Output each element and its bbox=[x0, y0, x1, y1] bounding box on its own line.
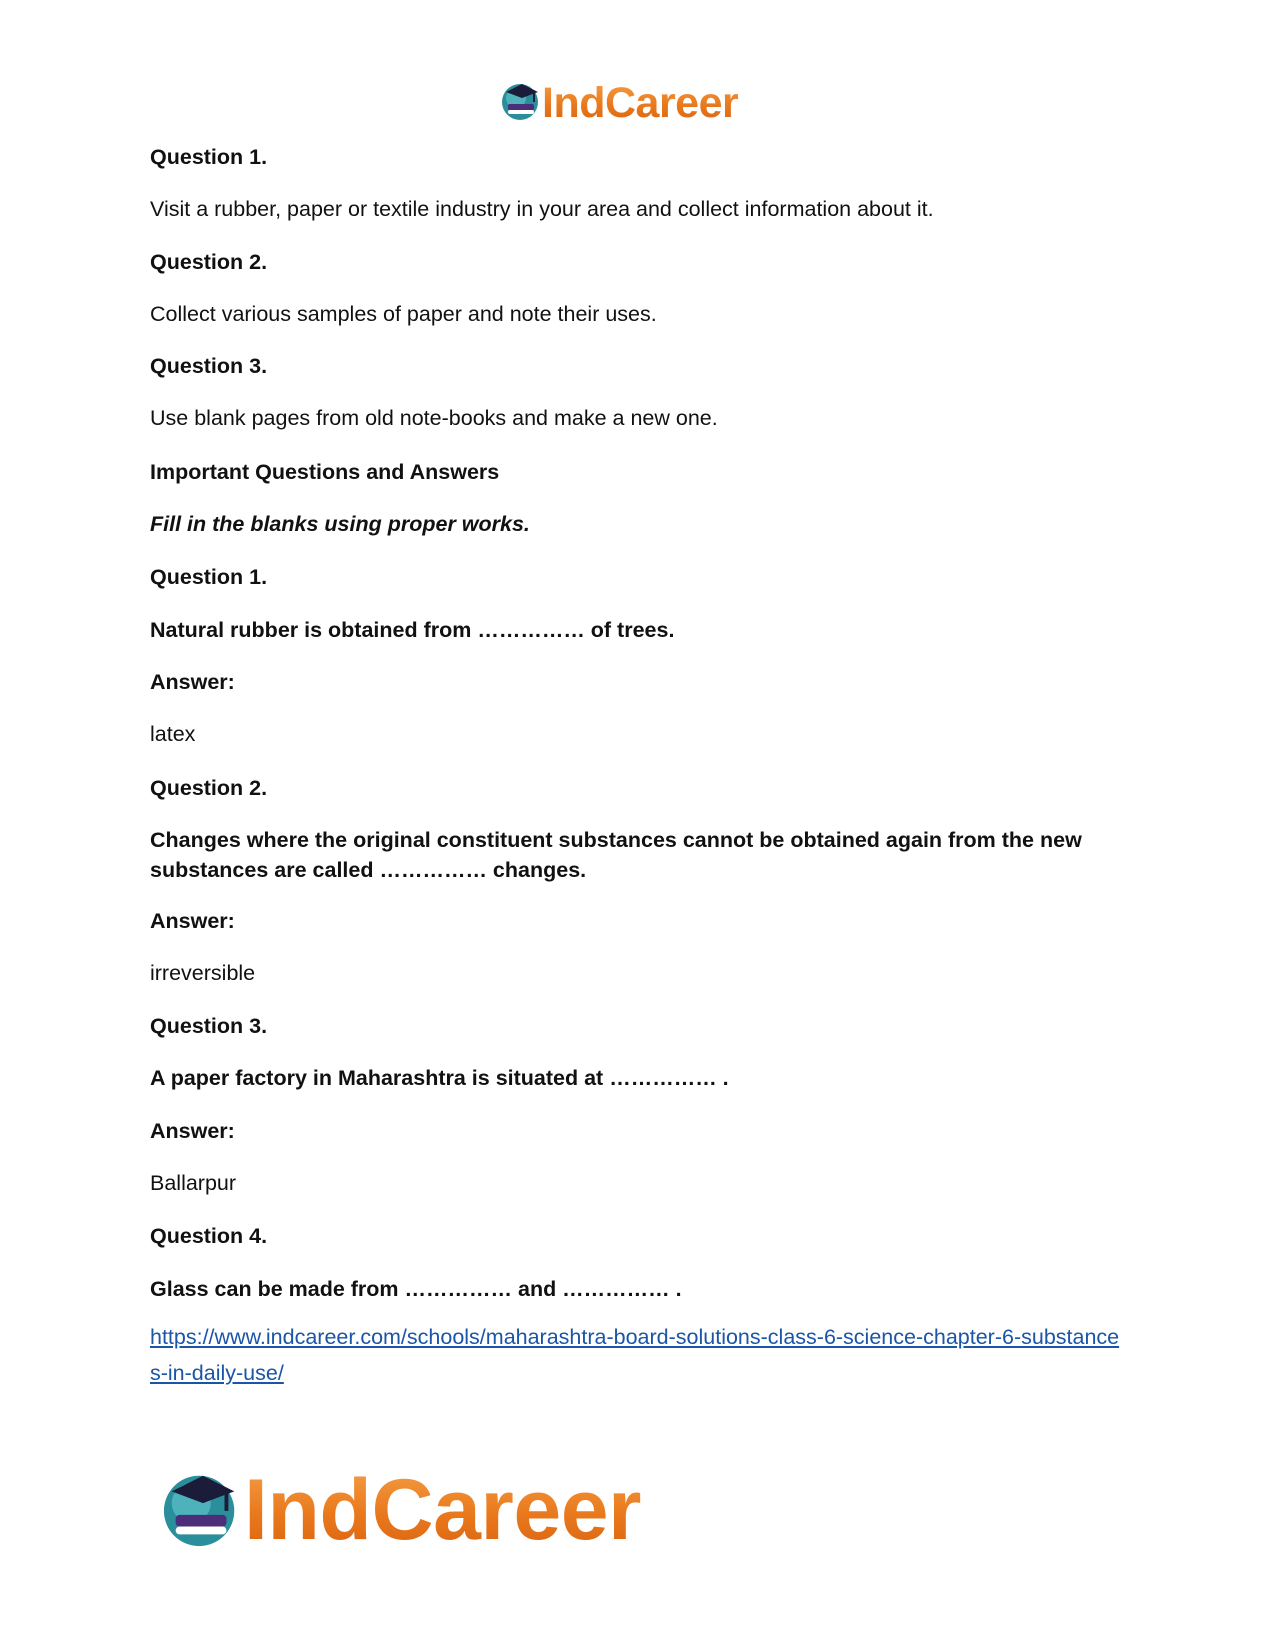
qa-prompt: Glass can be made from …………… and …………… . bbox=[150, 1277, 682, 1301]
qa-answer-label: Answer: bbox=[150, 1119, 235, 1143]
activity-question-label: Question 2. bbox=[150, 250, 268, 274]
qa-answer-label: Answer: bbox=[150, 909, 235, 933]
graduation-book-emblem-icon bbox=[160, 1464, 246, 1550]
activity-question-label: Question 3. bbox=[150, 354, 268, 378]
qa-question-label: Question 4. bbox=[150, 1224, 268, 1248]
qa-answer: Ballarpur bbox=[150, 1171, 237, 1195]
qa-prompt: Changes where the original constituent substances cannot be obtained again from the new substances are called …………… changes. bbox=[150, 828, 1082, 882]
qa-answer-label: Answer: bbox=[150, 670, 235, 694]
qa-answer: irreversible bbox=[150, 961, 256, 985]
logo-wordmark: IndCareer bbox=[542, 79, 739, 127]
qa-prompt: A paper factory in Maharashtra is situated at …………… . bbox=[150, 1066, 729, 1090]
section-heading: Important Questions and Answers bbox=[150, 460, 500, 484]
indcareer-logo-bottom bbox=[160, 1460, 700, 1560]
qa-prompt: Natural rubber is obtained from …………… of trees. bbox=[150, 618, 675, 642]
section-instruction: Fill in the blanks using proper works. bbox=[150, 512, 530, 536]
activity-text: Use blank pages from old note-books and make a new one. bbox=[150, 406, 718, 430]
indcareer-logo-top bbox=[500, 78, 770, 128]
activity-question-label: Question 1. bbox=[150, 145, 268, 169]
activity-text: Visit a rubber, paper or textile industry in your area and collect information about it. bbox=[150, 197, 934, 221]
logo-wordmark: IndCareer bbox=[244, 1462, 641, 1558]
qa-question-label: Question 1. bbox=[150, 565, 268, 589]
graduation-book-emblem-icon bbox=[500, 78, 544, 122]
source-url-link[interactable]: https://www.indcareer.com/schools/maharashtra-board-solutions-class-6-science-chapter-6-substances-in-daily-use/ bbox=[150, 1325, 1120, 1385]
qa-question-label: Question 3. bbox=[150, 1014, 268, 1038]
activity-text: Collect various samples of paper and note their uses. bbox=[150, 302, 657, 326]
qa-question-label: Question 2. bbox=[150, 776, 268, 800]
qa-answer: latex bbox=[150, 722, 196, 746]
